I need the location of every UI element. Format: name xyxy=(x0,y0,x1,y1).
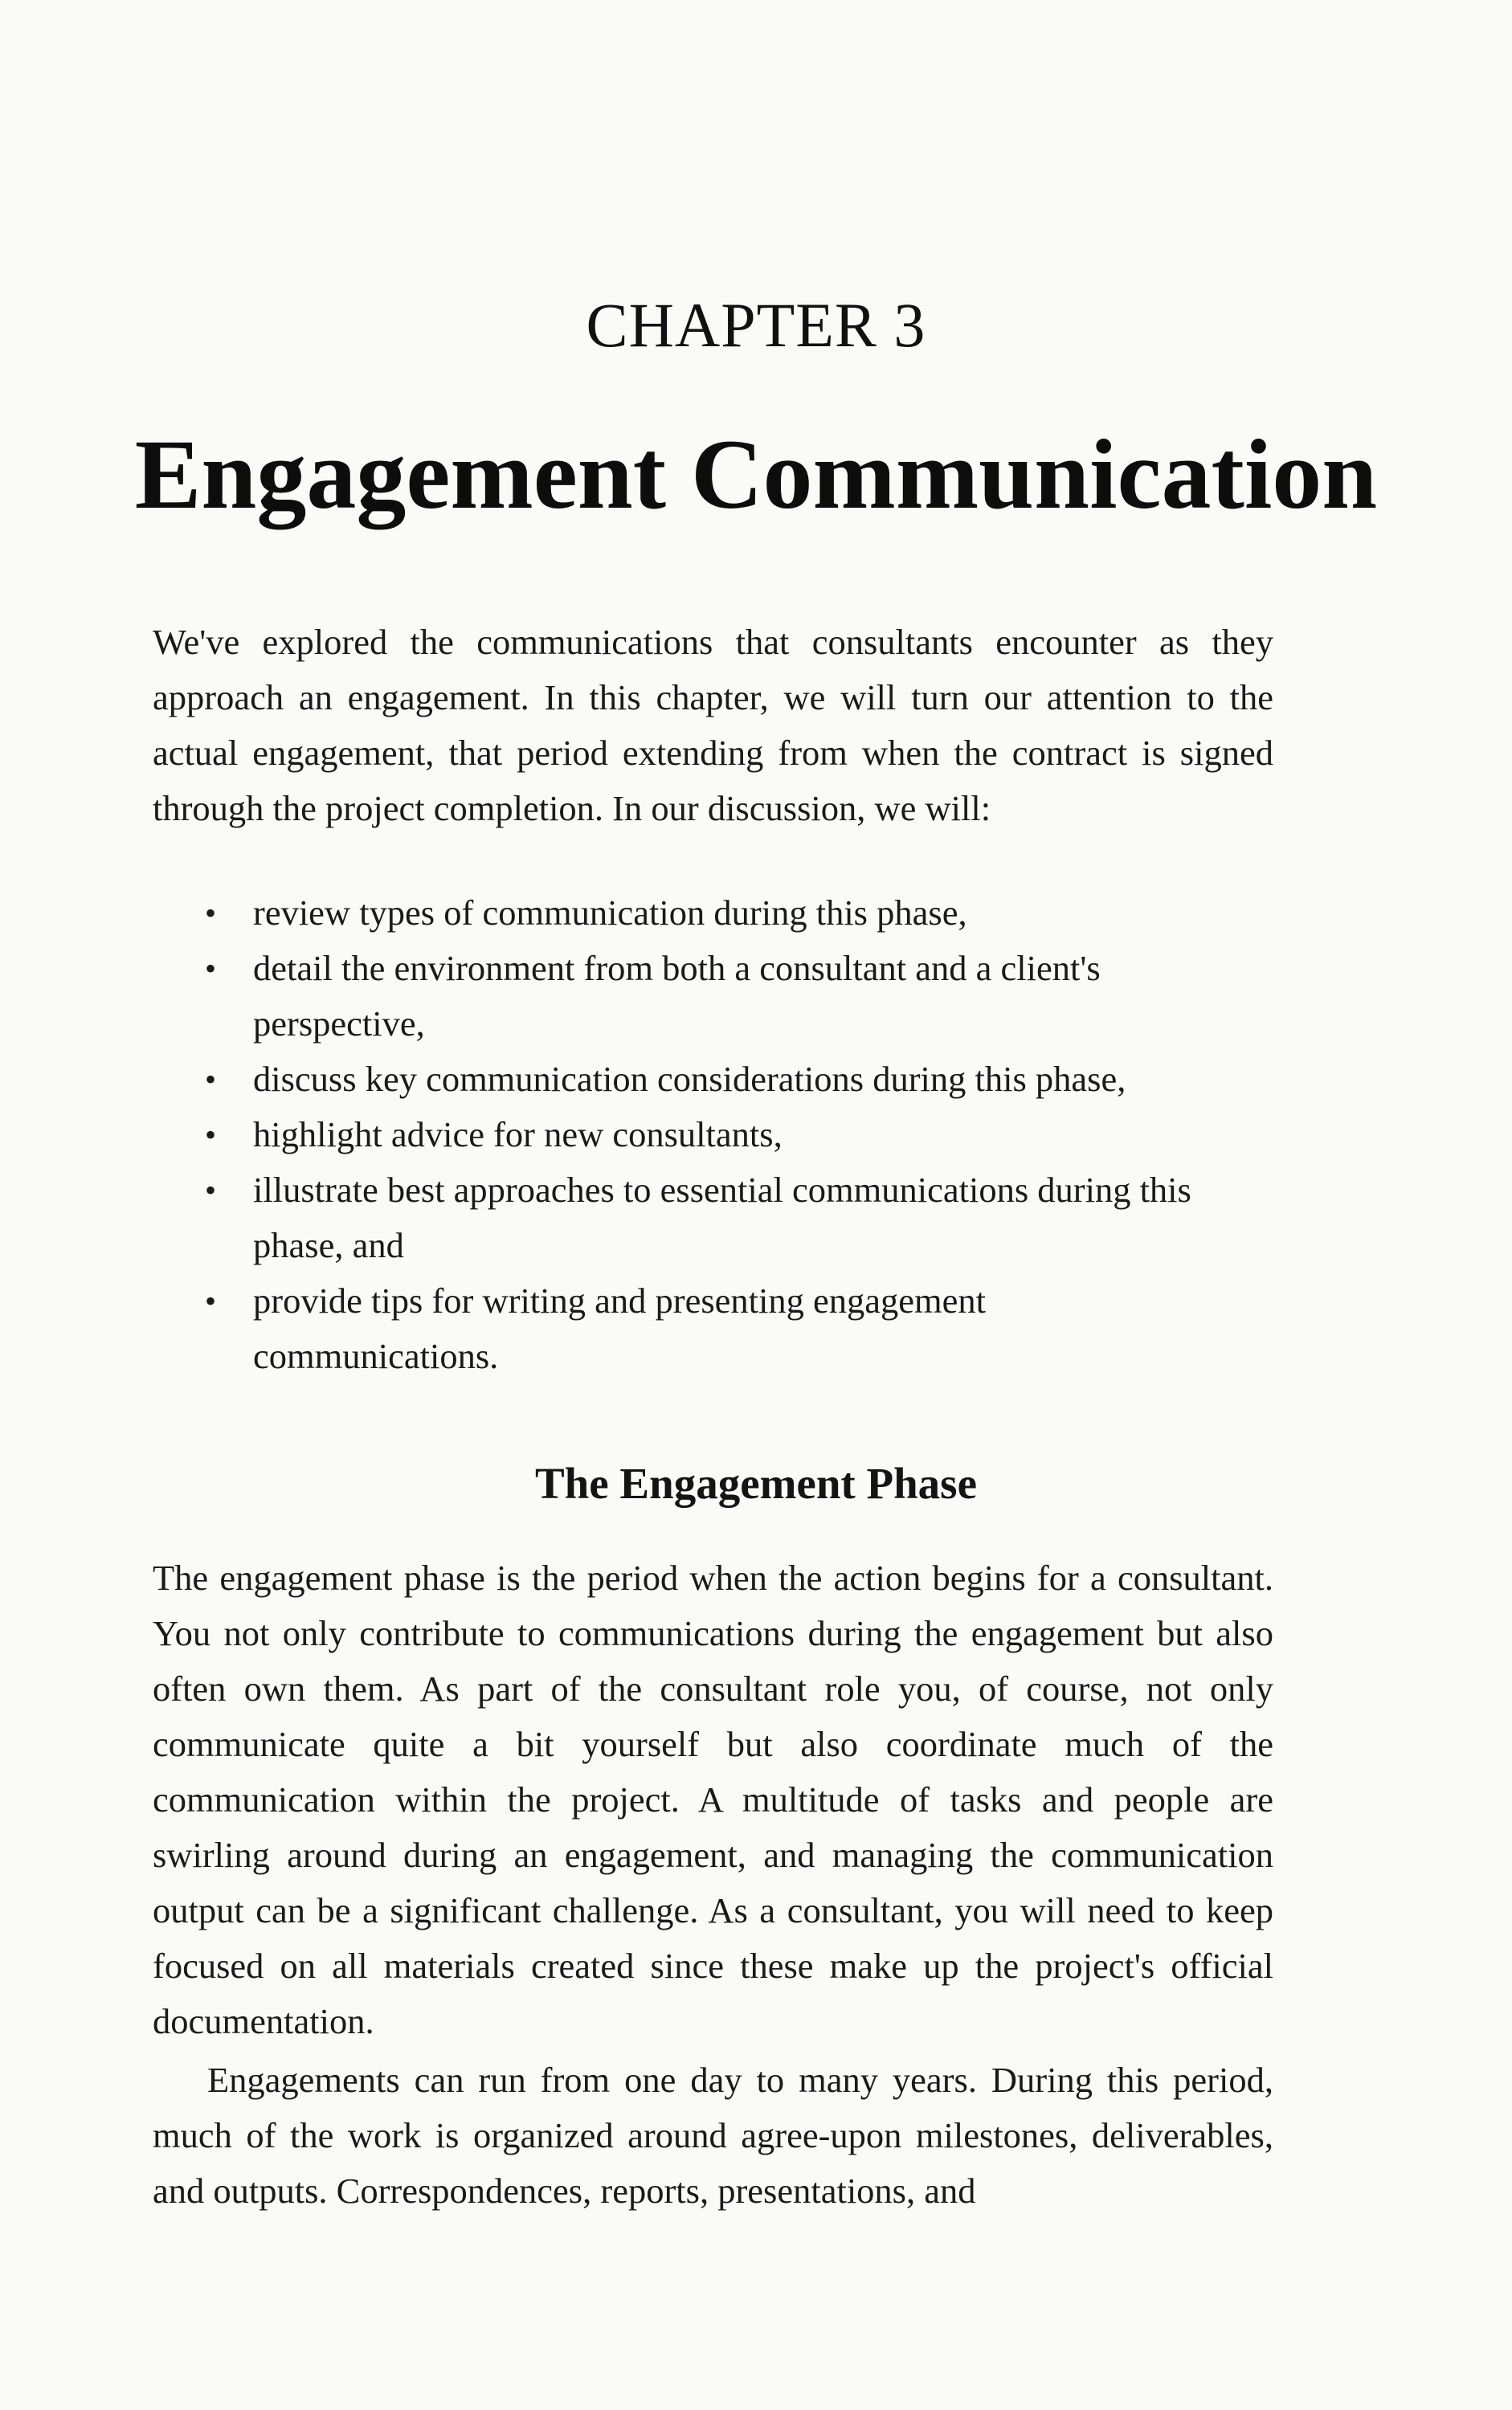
list-item xyxy=(201,1162,1229,1273)
bullet-icon: • xyxy=(205,1061,217,1097)
list-item-text: review types of communication during this phase, xyxy=(253,893,967,933)
objectives-list xyxy=(201,885,1229,1384)
list-item-text: detail the environment from both a consultant and a client's perspective, xyxy=(253,948,1101,1044)
chapter-label: CHAPTER 3 xyxy=(586,290,926,360)
list-item xyxy=(201,941,1229,1052)
list-item-text: illustrate best approaches to essential communications during this phase, and xyxy=(253,1170,1191,1265)
bullet-icon: • xyxy=(205,1172,217,1208)
list-item xyxy=(201,885,1229,941)
bullet-icon: • xyxy=(205,950,217,986)
list-item-text: highlight advice for new consultants, xyxy=(253,1114,783,1154)
intro-paragraph: We've explored the communications that consultants encounter as they approach an engagement. In this chapter, we will turn our attention to the actual engagement, that period extending from when the contract is signed through the project completion. In our discussion, we will: xyxy=(153,622,1273,828)
list-item xyxy=(201,1273,1229,1384)
list-item-text: discuss key communication considerations during this phase, xyxy=(253,1059,1126,1099)
chapter-title: Engagement Communication xyxy=(134,419,1378,529)
list-item xyxy=(201,1107,1229,1162)
body-paragraph: The engagement phase is the period when the action begins for a consultant. You not only contribute to communications during the engagement but also often own them. As part of the consultant role you, of course, not only communicate quite a bit yourself but also coordinate much of the communication within the project. A multitude of tasks and people are swirling around during an engagement, and managing the communication output can be a significant challenge. As a consultant, you will need to keep focused on all materials created since these make up the project's official documentation. xyxy=(153,1558,1273,2041)
section-heading: The Engagement Phase xyxy=(535,1459,977,1508)
bullet-icon: • xyxy=(205,1283,217,1319)
bullet-icon: • xyxy=(205,895,217,931)
list-item xyxy=(201,1052,1229,1107)
list-item-text: provide tips for writing and presenting engagement communications. xyxy=(253,1281,987,1376)
body-paragraph: Engagements can run from one day to many years. During this period, much of the work is organized around agree-upon milestones, deliverables, and outputs. Correspondences, reports, presentations, and xyxy=(153,2060,1273,2211)
bullet-icon: • xyxy=(205,1117,217,1153)
